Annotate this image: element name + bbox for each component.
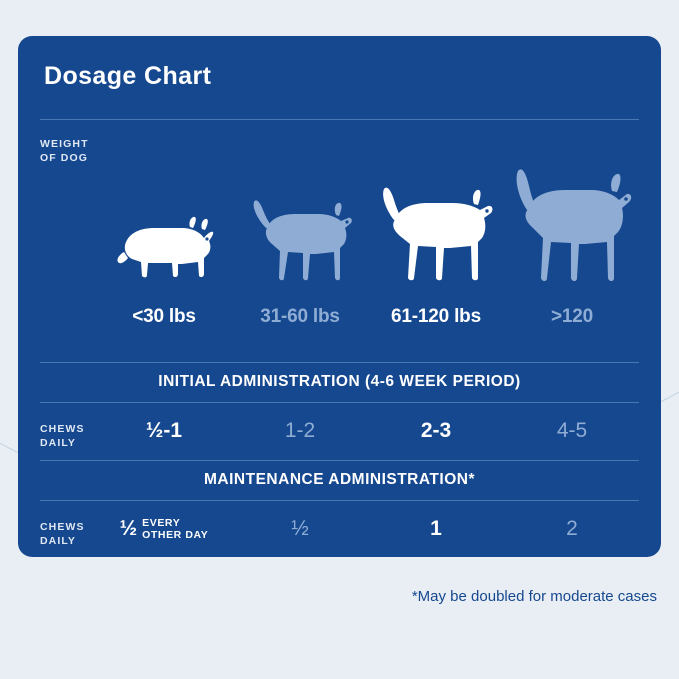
dose-row-maintenance xyxy=(96,500,639,557)
section-header-initial: INITIAL ADMINISTRATION (4-6 WEEK PERIOD) xyxy=(158,373,521,390)
weight-label-2: 61-120 lbs xyxy=(391,306,481,327)
large-dog-icon xyxy=(368,156,504,286)
dose-suffix-maintenance-0-line1: EVERY xyxy=(142,517,181,529)
dose-value-initial-2: 2-3 xyxy=(420,419,452,442)
dose-value-maintenance-0: ½ xyxy=(119,517,138,540)
divider-top xyxy=(40,119,639,120)
corgi-dog-icon xyxy=(96,156,232,286)
row-label-chews2-line2: DAILY xyxy=(40,535,77,547)
dose-cell-maintenance-1 xyxy=(232,500,368,557)
row-label-weight-line1: WEIGHT xyxy=(40,138,89,150)
dose-suffix-maintenance-0-line2: OTHER DAY xyxy=(142,529,209,541)
dose-row-initial xyxy=(96,402,639,460)
row-label-weight-line2: OF DOG xyxy=(40,152,89,164)
row-label-chews-daily-maintenance xyxy=(40,520,85,548)
footnote: *May be doubled for moderate cases xyxy=(411,588,657,605)
row-label-chews1-line1: CHEWS xyxy=(40,423,85,435)
dose-value-initial-0: ½-1 xyxy=(145,419,183,442)
dose-cell-initial-1 xyxy=(232,402,368,460)
great-dane-dog-icon xyxy=(504,156,640,286)
dose-cell-maintenance-0 xyxy=(96,500,232,557)
dose-cell-maintenance-2 xyxy=(368,500,504,557)
weight-label-3: >120 xyxy=(551,306,593,327)
weight-column-0 xyxy=(96,132,232,358)
dose-cell-initial-0 xyxy=(96,402,232,460)
dose-value-maintenance-2: 1 xyxy=(430,517,442,540)
weight-column-2 xyxy=(368,132,504,358)
section-header-maintenance: MAINTENANCE ADMINISTRATION* xyxy=(204,471,475,488)
row-label-chews1-line2: DAILY xyxy=(40,437,77,449)
medium-dog-icon xyxy=(232,156,368,286)
row-label-weight-of-dog xyxy=(40,137,89,165)
weight-column-1 xyxy=(232,132,368,358)
dose-cell-initial-2 xyxy=(368,402,504,460)
dose-value-maintenance-3: 2 xyxy=(566,517,578,540)
weight-column-3 xyxy=(504,132,640,358)
dose-cell-initial-3 xyxy=(504,402,640,460)
row-label-chews2-line1: CHEWS xyxy=(40,521,85,533)
weight-columns xyxy=(96,132,639,358)
dose-value-initial-3: 4-5 xyxy=(556,419,588,442)
weight-label-0: <30 lbs xyxy=(132,306,196,327)
dosage-chart-card xyxy=(18,36,661,557)
weight-label-1: 31-60 lbs xyxy=(260,306,340,327)
page-title: Dosage Chart xyxy=(44,62,212,90)
dose-suffix-maintenance-0 xyxy=(142,517,208,541)
row-label-chews-daily-initial xyxy=(40,422,85,450)
dose-value-maintenance-1: ½ xyxy=(291,517,309,540)
dose-cell-maintenance-3 xyxy=(504,500,640,557)
dose-value-initial-1: 1-2 xyxy=(284,419,316,442)
